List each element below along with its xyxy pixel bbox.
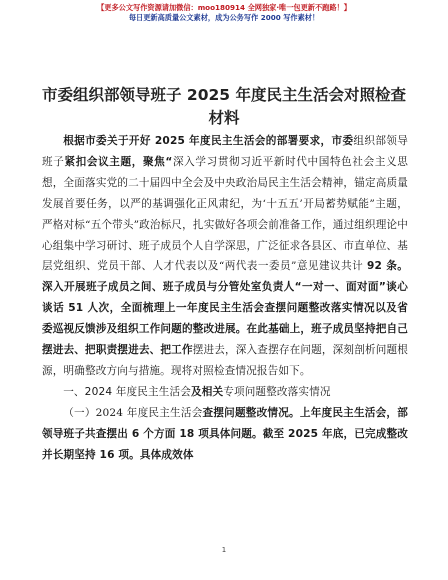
promo-banner (0, 3, 448, 23)
section-1-heading (42, 382, 408, 403)
subsection-1-text-b: 查摆问题整改情况。上年度民主生活会， (202, 406, 398, 419)
intro-paragraph (42, 131, 408, 382)
section-1-heading-suffix: 专项问题整改落实情况 (223, 385, 331, 398)
subsection-1-label: （一） (63, 406, 96, 419)
intro-text-1: 组织部领导班子 (42, 135, 408, 168)
promo-line-1: 【更多公文写作资源请加微信：moo180914 全网独家·唯一包更新不跑路！】 (97, 3, 351, 12)
page-number: 1 (221, 546, 227, 554)
intro-bold-2: 紧扣会议主题，聚焦“ (64, 155, 173, 168)
intro-bold-1: 根据市委关于开好 2025 年度民主生活会的部署要求，市委 (63, 135, 354, 147)
intro-bold-3: 92 条。深入开展班子成员之间、班子成员与分管处室负责人“一对一、面对面”谈心谈话 51 人次，全面梳理上一年度民主生活会查摆问题整改落实情况以及省委巡视反馈涉及组织工作问题的整改进展。在此基础上，班子成员坚持把自己摆进去、把职责摆进去、把工作 (42, 260, 408, 357)
subsection-1-text-c: 部领导班子共查摆出 6 个方面 18 项具体问题。截至 2025 年底，已完成整改并长期坚持 16 项。具体成效体 (42, 406, 408, 461)
promo-line-2: 每日更新高质量公文素材，成为公务写作 2000 写作素材！ (128, 13, 320, 22)
document-body (42, 131, 408, 466)
intro-text-3: 摆进去，深入查摆存在问题，深刻剖析问题根源，明确整改方向与措施。现将对照检查情况报告如下。 (42, 344, 408, 377)
intro-text-2: 深入学习贯彻习近平新时代中国特色社会主义思想，全面落实党的二十届四中全会及中央政治局民主生活会精神，锚定高质量发展首要任务，以严的基调强化正风肃纪，为‘十五五’开局蓄势赋能”主题，严格对标“五个带头”政治标尺，扎实做好各项会前准备工作，通过组织理论中心组集中学习研讨、班子成员个人自学深思，广泛征求各县区、市直单位、基层党组织、党员干部、人才代表以及“两代表一委员”意见建议共计 (42, 155, 408, 273)
subsection-1-paragraph (42, 403, 408, 466)
document-title: 市委组织部领导班子 2025 年度民主生活会对照检查材料 (42, 86, 406, 127)
section-1-heading-bold: 及相关 (190, 385, 224, 398)
section-1-heading-prefix: 一、2024 年度民主生活会 (63, 385, 191, 398)
subsection-1-text-a: 2024 年度民主生活会 (95, 406, 203, 419)
